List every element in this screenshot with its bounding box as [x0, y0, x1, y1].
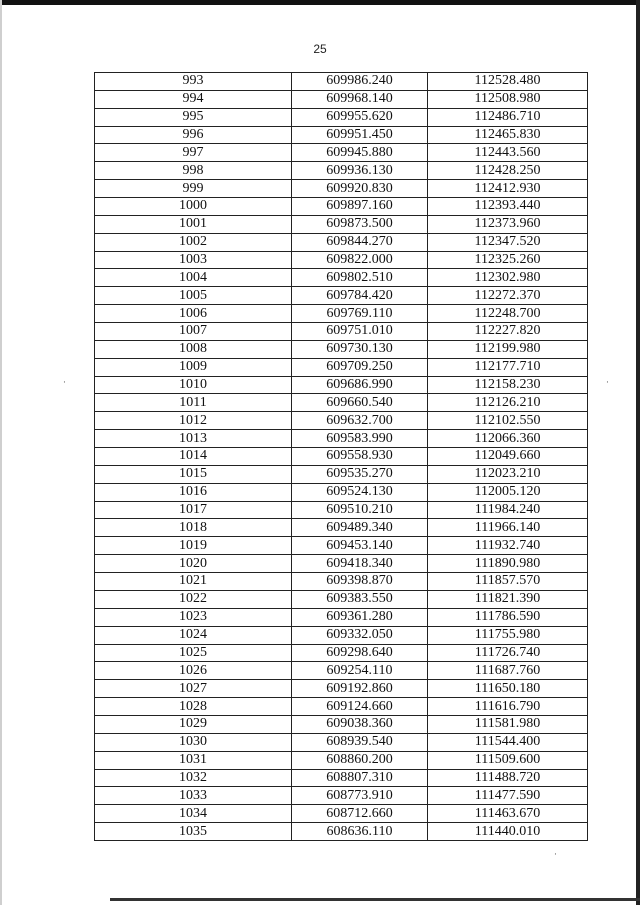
point-number-cell: 993 [95, 73, 292, 91]
y-coordinate-cell: 112227.820 [428, 323, 588, 341]
x-coordinate-cell: 609897.160 [292, 198, 428, 216]
x-coordinate-cell: 608712.660 [292, 805, 428, 823]
table-row [95, 305, 588, 323]
point-number-cell: 1015 [95, 465, 292, 483]
x-coordinate-cell: 609583.990 [292, 430, 428, 448]
table-row [95, 501, 588, 519]
y-coordinate-cell: 112272.370 [428, 287, 588, 305]
y-coordinate-cell: 112005.120 [428, 483, 588, 501]
point-number-cell: 1025 [95, 644, 292, 662]
x-coordinate-cell: 609489.340 [292, 519, 428, 537]
x-coordinate-cell: 609332.050 [292, 626, 428, 644]
x-coordinate-cell: 609986.240 [292, 73, 428, 91]
x-coordinate-cell: 609844.270 [292, 233, 428, 251]
table-row [95, 733, 588, 751]
y-coordinate-cell: 112325.260 [428, 251, 588, 269]
point-number-cell: 1034 [95, 805, 292, 823]
y-coordinate-cell: 112486.710 [428, 108, 588, 126]
y-coordinate-cell: 112393.440 [428, 198, 588, 216]
table-row [95, 215, 588, 233]
scan-edge-bottom [110, 898, 640, 901]
point-number-cell: 1028 [95, 698, 292, 716]
y-coordinate-cell: 111488.720 [428, 769, 588, 787]
x-coordinate-cell: 609873.500 [292, 215, 428, 233]
table-row [95, 269, 588, 287]
y-coordinate-cell: 111755.980 [428, 626, 588, 644]
table-row [95, 608, 588, 626]
table-row [95, 769, 588, 787]
table-row [95, 715, 588, 733]
point-number-cell: 1017 [95, 501, 292, 519]
y-coordinate-cell: 112412.930 [428, 180, 588, 198]
y-coordinate-cell: 111857.570 [428, 573, 588, 591]
coordinates-table [94, 72, 588, 841]
y-coordinate-cell: 111687.760 [428, 662, 588, 680]
page-number: 25 [313, 42, 327, 56]
table-row [95, 108, 588, 126]
y-coordinate-cell: 111890.980 [428, 555, 588, 573]
point-number-cell: 997 [95, 144, 292, 162]
x-coordinate-cell: 609038.360 [292, 715, 428, 733]
y-coordinate-cell: 112023.210 [428, 465, 588, 483]
table-row [95, 465, 588, 483]
table-row [95, 590, 588, 608]
point-number-cell: 1023 [95, 608, 292, 626]
table-row [95, 251, 588, 269]
x-coordinate-cell: 609945.880 [292, 144, 428, 162]
y-coordinate-cell: 112102.550 [428, 412, 588, 430]
y-coordinate-cell: 112066.360 [428, 430, 588, 448]
table-row [95, 162, 588, 180]
y-coordinate-cell: 112508.980 [428, 90, 588, 108]
y-coordinate-cell: 111821.390 [428, 590, 588, 608]
x-coordinate-cell: 609453.140 [292, 537, 428, 555]
table-row [95, 198, 588, 216]
table-row [95, 412, 588, 430]
point-number-cell: 1010 [95, 376, 292, 394]
y-coordinate-cell: 111477.590 [428, 787, 588, 805]
x-coordinate-cell: 608636.110 [292, 823, 428, 841]
point-number-cell: 1021 [95, 573, 292, 591]
y-coordinate-cell: 112347.520 [428, 233, 588, 251]
x-coordinate-cell: 609192.860 [292, 680, 428, 698]
y-coordinate-cell: 111440.010 [428, 823, 588, 841]
x-coordinate-cell: 609784.420 [292, 287, 428, 305]
table-row [95, 287, 588, 305]
table-row [95, 323, 588, 341]
point-number-cell: 1027 [95, 680, 292, 698]
y-coordinate-cell: 111726.740 [428, 644, 588, 662]
point-number-cell: 998 [95, 162, 292, 180]
point-number-cell: 1024 [95, 626, 292, 644]
point-number-cell: 1000 [95, 198, 292, 216]
x-coordinate-cell: 609361.280 [292, 608, 428, 626]
table-row [95, 394, 588, 412]
table-row [95, 144, 588, 162]
coordinates-table-body [95, 73, 588, 841]
x-coordinate-cell: 609298.640 [292, 644, 428, 662]
table-row [95, 483, 588, 501]
point-number-cell: 1008 [95, 340, 292, 358]
point-number-cell: 1019 [95, 537, 292, 555]
point-number-cell: 1032 [95, 769, 292, 787]
table-row [95, 805, 588, 823]
y-coordinate-cell: 111932.740 [428, 537, 588, 555]
x-coordinate-cell: 609802.510 [292, 269, 428, 287]
point-number-cell: 1005 [95, 287, 292, 305]
point-number-cell: 994 [95, 90, 292, 108]
y-coordinate-cell: 111984.240 [428, 501, 588, 519]
y-coordinate-cell: 111786.590 [428, 608, 588, 626]
table-row [95, 680, 588, 698]
x-coordinate-cell: 609383.550 [292, 590, 428, 608]
x-coordinate-cell: 609936.130 [292, 162, 428, 180]
x-coordinate-cell: 609822.000 [292, 251, 428, 269]
x-coordinate-cell: 609951.450 [292, 126, 428, 144]
table-row [95, 430, 588, 448]
point-number-cell: 1007 [95, 323, 292, 341]
table-row [95, 448, 588, 466]
point-number-cell: 1002 [95, 233, 292, 251]
y-coordinate-cell: 112302.980 [428, 269, 588, 287]
y-coordinate-cell: 112158.230 [428, 376, 588, 394]
table-row [95, 626, 588, 644]
table-row [95, 358, 588, 376]
point-number-cell: 1035 [95, 823, 292, 841]
y-coordinate-cell: 112428.250 [428, 162, 588, 180]
point-number-cell: 1020 [95, 555, 292, 573]
point-number-cell: 999 [95, 180, 292, 198]
x-coordinate-cell: 609398.870 [292, 573, 428, 591]
y-coordinate-cell: 111544.400 [428, 733, 588, 751]
table-row [95, 340, 588, 358]
scan-speck: · [606, 378, 609, 388]
x-coordinate-cell: 608807.310 [292, 769, 428, 787]
scan-speck: · [554, 850, 557, 860]
x-coordinate-cell: 609751.010 [292, 323, 428, 341]
point-number-cell: 1013 [95, 430, 292, 448]
x-coordinate-cell: 609686.990 [292, 376, 428, 394]
x-coordinate-cell: 609254.110 [292, 662, 428, 680]
y-coordinate-cell: 112373.960 [428, 215, 588, 233]
scan-edge-top [0, 0, 640, 5]
point-number-cell: 1033 [95, 787, 292, 805]
point-number-cell: 1011 [95, 394, 292, 412]
x-coordinate-cell: 609524.130 [292, 483, 428, 501]
point-number-cell: 1030 [95, 733, 292, 751]
y-coordinate-cell: 111650.180 [428, 680, 588, 698]
table-row [95, 233, 588, 251]
y-coordinate-cell: 112248.700 [428, 305, 588, 323]
point-number-cell: 1003 [95, 251, 292, 269]
table-row [95, 376, 588, 394]
x-coordinate-cell: 608773.910 [292, 787, 428, 805]
table-row [95, 555, 588, 573]
point-number-cell: 1022 [95, 590, 292, 608]
y-coordinate-cell: 112199.980 [428, 340, 588, 358]
point-number-cell: 1014 [95, 448, 292, 466]
x-coordinate-cell: 609660.540 [292, 394, 428, 412]
point-number-cell: 1006 [95, 305, 292, 323]
point-number-cell: 996 [95, 126, 292, 144]
scan-edge-left [0, 0, 2, 905]
table-row [95, 537, 588, 555]
point-number-cell: 1004 [95, 269, 292, 287]
table-row [95, 73, 588, 91]
point-number-cell: 1031 [95, 751, 292, 769]
x-coordinate-cell: 608939.540 [292, 733, 428, 751]
table-row [95, 519, 588, 537]
y-coordinate-cell: 111616.790 [428, 698, 588, 716]
x-coordinate-cell: 609558.930 [292, 448, 428, 466]
x-coordinate-cell: 609632.700 [292, 412, 428, 430]
x-coordinate-cell: 609769.110 [292, 305, 428, 323]
point-number-cell: 1018 [95, 519, 292, 537]
table-row [95, 90, 588, 108]
x-coordinate-cell: 609510.210 [292, 501, 428, 519]
scan-speck: · [63, 378, 66, 388]
table-row [95, 573, 588, 591]
x-coordinate-cell: 609968.140 [292, 90, 428, 108]
y-coordinate-cell: 112443.560 [428, 144, 588, 162]
table-row [95, 823, 588, 841]
table-row [95, 126, 588, 144]
point-number-cell: 995 [95, 108, 292, 126]
x-coordinate-cell: 609124.660 [292, 698, 428, 716]
y-coordinate-cell: 112049.660 [428, 448, 588, 466]
point-number-cell: 1001 [95, 215, 292, 233]
x-coordinate-cell: 609920.830 [292, 180, 428, 198]
point-number-cell: 1026 [95, 662, 292, 680]
table-row [95, 751, 588, 769]
x-coordinate-cell: 609730.130 [292, 340, 428, 358]
table-row [95, 698, 588, 716]
y-coordinate-cell: 111966.140 [428, 519, 588, 537]
table-row [95, 180, 588, 198]
x-coordinate-cell: 609418.340 [292, 555, 428, 573]
point-number-cell: 1012 [95, 412, 292, 430]
x-coordinate-cell: 608860.200 [292, 751, 428, 769]
table-row [95, 662, 588, 680]
table-row [95, 787, 588, 805]
x-coordinate-cell: 609535.270 [292, 465, 428, 483]
scan-edge-right [636, 0, 640, 905]
x-coordinate-cell: 609709.250 [292, 358, 428, 376]
y-coordinate-cell: 112465.830 [428, 126, 588, 144]
x-coordinate-cell: 609955.620 [292, 108, 428, 126]
y-coordinate-cell: 111581.980 [428, 715, 588, 733]
y-coordinate-cell: 112177.710 [428, 358, 588, 376]
y-coordinate-cell: 111509.600 [428, 751, 588, 769]
point-number-cell: 1016 [95, 483, 292, 501]
y-coordinate-cell: 112126.210 [428, 394, 588, 412]
point-number-cell: 1029 [95, 715, 292, 733]
y-coordinate-cell: 112528.480 [428, 73, 588, 91]
table-row [95, 644, 588, 662]
point-number-cell: 1009 [95, 358, 292, 376]
y-coordinate-cell: 111463.670 [428, 805, 588, 823]
